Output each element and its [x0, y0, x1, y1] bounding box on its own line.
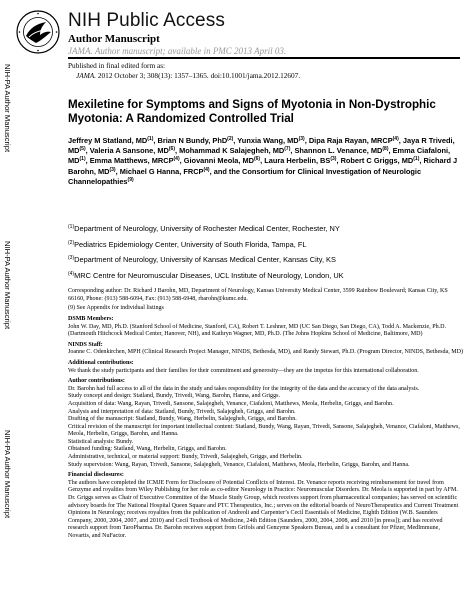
author: Robert C Griggs, MD$^{(1)}$, [340, 156, 424, 166]
citation-details: 2012 October 3; 308(13): 1357–1365. doi:10.1001/jama.2012.12607. [96, 71, 301, 80]
author: Emma Ciafaloni, MD$^{(1)}$, [68, 146, 451, 166]
ninds-heading: NINDS Staff: [68, 341, 103, 348]
consortium-sup: (9) [127, 176, 134, 183]
contribution-line: Dr. Barohn had full access to all of the data in the study and takes responsibility for the integrity of the data and the accuracy of the data analysis. [68, 385, 420, 392]
sidebar-label: NIH-PA Author Manuscript [3, 241, 12, 330]
contribution-line: Acquisition of data: Wang, Rayan, Trivedi, Sansone, Salajegheh, Venance, Ciafaloni, Matthews, Meola, Herbelin, Griggs, and Barohn. [68, 400, 394, 407]
contribution-line: Critical revision of the manuscript for important intellectual content: Statland, Bundy, Wang, Rayan, Trivedi, Sansone, Salajegheh, Venance, Ciafaloni, Matthews, Meola, Herbelin, Griggs, Barohn, and Hanna. [68, 423, 460, 438]
affiliation: $^{(3)}$Department of Neurology, University of Kansas Medical Center, Kansas City, KS [68, 255, 336, 264]
additional-text: We thank the study participants and their families for their commitment and generosity—they are the impetus for this international collaboration. [68, 367, 419, 374]
dsmb-heading: DSMB Members: [68, 315, 114, 322]
contribution-line: Administrative, technical, or material support: Bundy, Trivedi, Salajegheh, Griggs, and Herbelin. [68, 454, 303, 461]
corresponding-author: Corresponding author: Dr. Richard J Barohn, MD, Department of Neurology, Kansas University Medical Center, 3599 Rainbow Boulevard; Kansas City, KS 66160, Phone: (913) 588-6094, Fax: (913) 588-6948, rbarohn@kumc.edu. [68, 288, 448, 302]
author: Dipa Raja Rayan, MRCP$^{(4)}$, [308, 136, 403, 145]
dsmb-text: John W. Day, MD, Ph.D. (Stanford School of Medicine, Stanford, CA), Robert T. Leshner, MD (UC San Diego, San Diego, CA), Todd A. Mackenzie, Ph.D. (Dartmouth Hitchcock Medical Center, Hanover, NH), and Kathryn Wagner, MD, Ph.D. (The Johns Hopkins School of Medicine, Baltimore, MD) [68, 323, 447, 338]
author: Valeria A Sansone, MD$^{(6)}$, [89, 146, 180, 156]
author: Richard J Barohn, MD$^{(3)}$, [68, 156, 458, 176]
consortium: , and the Consortium for Clinical Investigation of Neurologic Channelopathies [68, 166, 422, 186]
author: Brian N Bundy, PhD$^{(2)}$, [157, 136, 238, 145]
contribution-line: Drafting of the manuscript: Statland, Bundy, Wang, Herbelin, Salajegheh, Griggs, and Barohn. [68, 416, 297, 423]
contribution-line: Study concept and design: Statland, Bundy, Trivedi, Wang, Barohn, Hanna, and Griggs. [68, 393, 280, 400]
affiliations [68, 224, 460, 286]
header [16, 10, 466, 58]
header-rule [68, 57, 460, 59]
published-label: Published in final edited form as: [68, 61, 166, 70]
appendix-note: (9) See Appendix for individual listings [68, 305, 164, 312]
sidebar-watermarks [0, 58, 16, 608]
author: Jeffrey M Statland, MD$^{(1)}$, [68, 136, 158, 145]
affiliation: $^{(4)}$MRC Centre for Neuromuscular Diseases, UCL Institute of Neurology, London, UK [68, 270, 344, 280]
author: Emma Matthews, MRCP$^{(4)}$, [89, 156, 184, 166]
author-contributions-heading: Author contributions: [68, 378, 125, 385]
author: Jaya R Trivedi, MD$^{(5)}$, [68, 136, 455, 156]
affiliation: $^{(2)}$Pediatrics Epidemiology Center, University of South Florida, Tampa, FL [68, 239, 307, 249]
sidebar-label: NIH-PA Author Manuscript [3, 430, 12, 519]
author: Yunxia Wang, MD$^{(3)}$, [237, 136, 309, 145]
author-list [68, 136, 460, 187]
nih-hhs-seal-icon [16, 10, 60, 54]
contribution-line: Study supervision: Wang, Rayan, Trivedi, Sansone, Salajegheh, Venance, Ciafaloni, Matthews, Meola, Herbelin, Griggs, Barohn, and Hanna. [68, 461, 410, 468]
author: Giovanni Meola, MD$^{(6)}$, [183, 156, 265, 166]
financial-heading: Financial disclosures: [68, 472, 124, 479]
author: Mohammad K Salajegheh, MD$^{(7)}$, [179, 146, 295, 156]
journal-availability: JAMA. Author manuscript; available in PMC 2013 April 03. [68, 46, 287, 56]
affiliation: $^{(1)}$Department of Neurology, University of Rochester Medical Center, Rochester, NY [68, 224, 340, 233]
ninds-text: Joanne C. Odenkirchen, MPH (Clinical Research Project Manager, NINDS, Bethesda, MD), and Randy Stewart, Ph.D. (Program Director, NINDS, Bethesda, MD) [68, 349, 463, 356]
contribution-line: Statistical analysis: Bundy. [68, 438, 134, 445]
author: Michael G Hanna, FRCP$^{(4)}$ [119, 166, 210, 176]
additional-heading: Additional contributions: [68, 359, 134, 366]
repository-name: NIH Public Access [68, 10, 225, 31]
citation-journal: JAMA. [76, 71, 97, 80]
financial-text: The authors have completed the ICMJE Form for Disclosure of Potential Conflicts of Interest. Dr. Venance reports receiving reimbursement for travel from Genzyme and royalties from Wiley Publishing for her role as co-editor Neurology in Practice: Neuromuscular Disorders. Dr. Meola is supported in part by AFM. Dr. Griggs serves as Chair of Executive Committee of the Muscle Study Group, which receives support from pharmaceutical companies; has served on scientific advisory boards for The National Hospital Queen Square and PTC Therapeutics, Inc.; serves on the editorial boards of NeuroTherapeutics and Current Treatment Opinions in Neurology; receives royalties from the publication of Andreoli and Carpenter’s Cecil Essentials of Medicine, Eighth Edition (W.B. Saunders Company, 2000, 2004, 2007, and 2010) and Cecil Textbook of Medicine, 24th Edition (Saunders, 2000, 2004, 2008, and 2010 [in press]); and has received research support from TaroPharma. Dr. Barohn receives support from Grifols and Genzyme Speakers Bureau, and is a consultant for Pfizer, MedImmune, Novartis, and NuFactor. [68, 479, 459, 539]
citation [68, 71, 300, 80]
contribution-line: Analysis and interpretation of data: Statland, Bundy, Trivedi, Salajegheh, Griggs, and Barohn. [68, 408, 296, 415]
sidebar-label: NIH-PA Author Manuscript [3, 64, 12, 153]
article-title: Mexiletine for Symptoms and Signs of Myotonia in Non-Dystrophic Myotonia: A Randomized Controlled Trial [68, 98, 436, 125]
author: Laura Herbelin, BS$^{(3)}$, [264, 156, 341, 166]
contribution-line: Obtained funding: Statland, Wang, Herbelin, Griggs, and Barohn. [68, 446, 227, 453]
manuscript-type: Author Manuscript [68, 33, 160, 45]
footnotes [68, 288, 463, 541]
author: Shannon L. Venance, MD$^{(8)}$, [294, 146, 393, 156]
